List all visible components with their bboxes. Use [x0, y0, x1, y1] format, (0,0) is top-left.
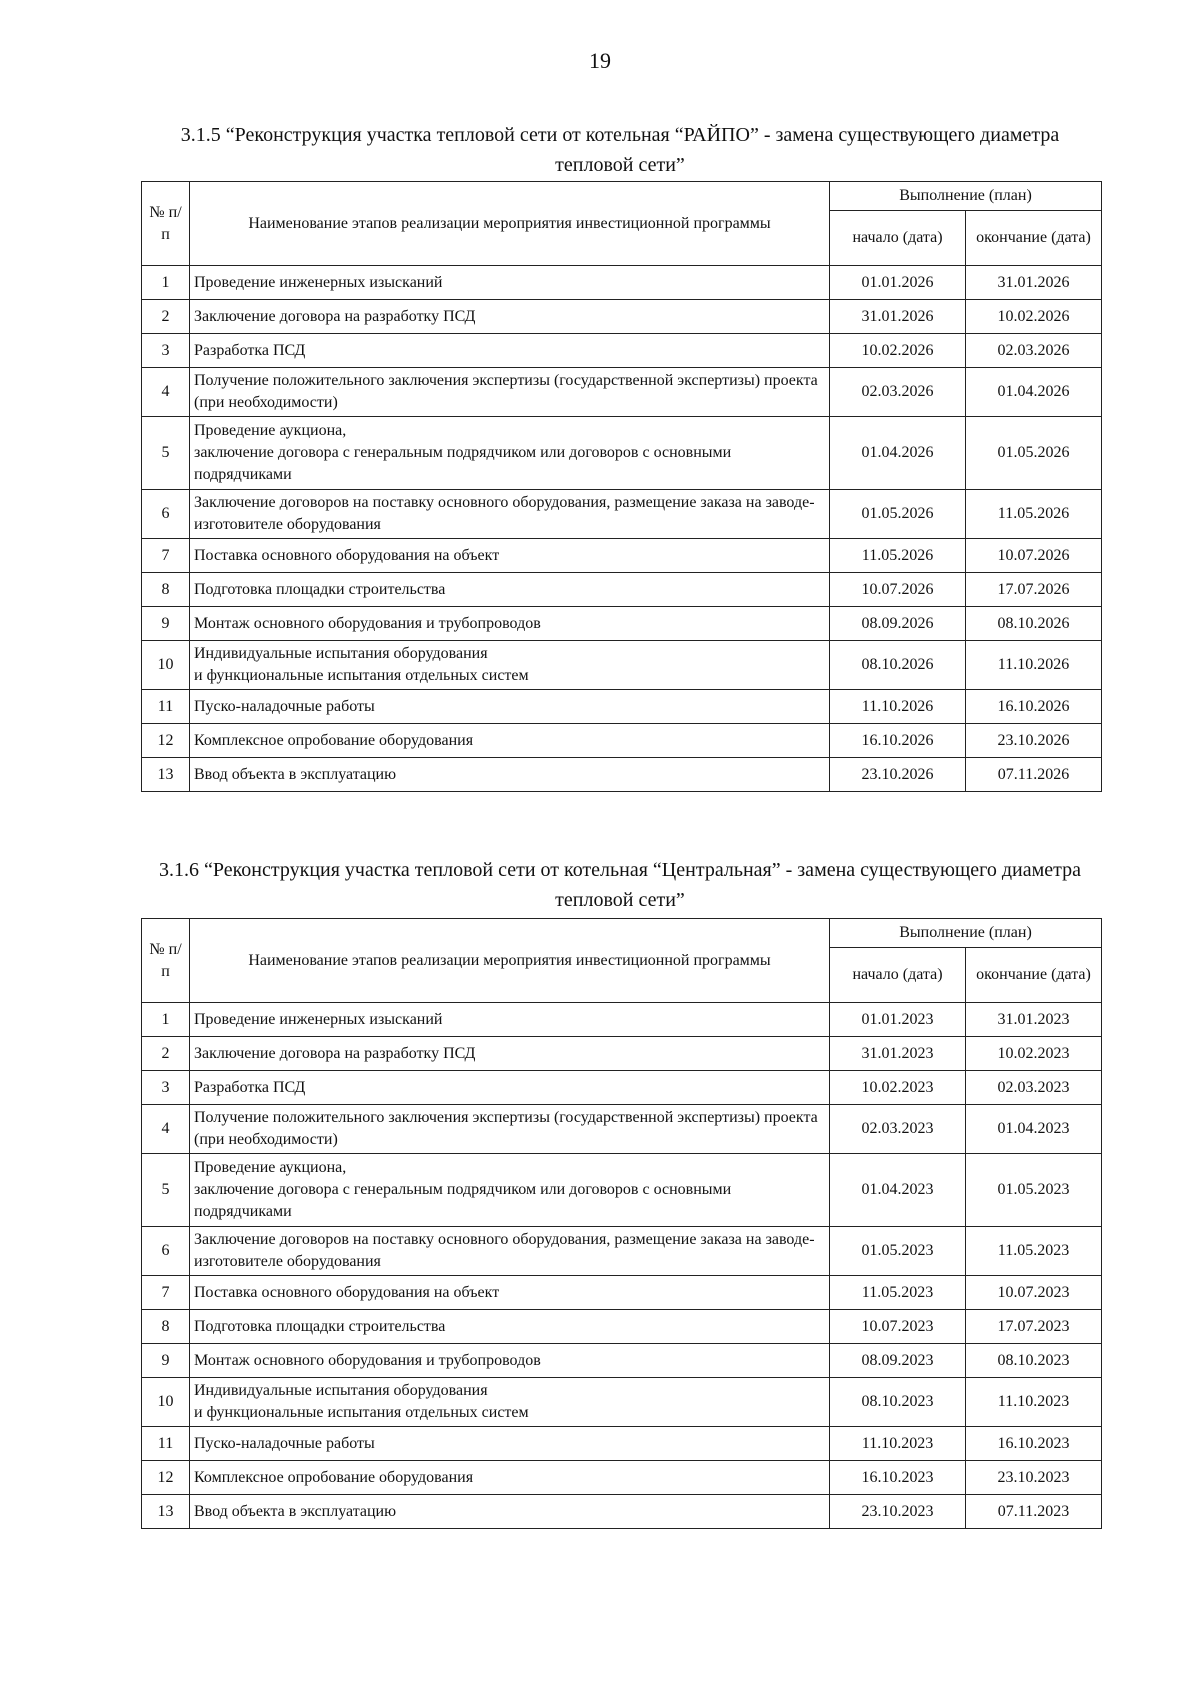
row-number: 12 [142, 724, 190, 758]
table-row [142, 300, 1102, 334]
start-date: 01.04.2023 [830, 1154, 966, 1227]
schedule-table-3-1-6 [141, 918, 1102, 1529]
header-execution-plan: Выполнение (план) [830, 182, 1102, 211]
end-date: 16.10.2026 [966, 690, 1102, 724]
start-date: 08.10.2023 [830, 1378, 966, 1427]
stage-name: Индивидуальные испытания оборудования и функциональные испытания отдельных систем [190, 1378, 830, 1427]
row-number: 13 [142, 1495, 190, 1529]
start-date: 16.10.2023 [830, 1461, 966, 1495]
table-row [142, 573, 1102, 607]
table-row [142, 758, 1102, 792]
row-number: 1 [142, 1003, 190, 1037]
table-row [142, 1154, 1102, 1227]
table-row [142, 1495, 1102, 1529]
end-date: 07.11.2023 [966, 1495, 1102, 1529]
row-number: 4 [142, 1105, 190, 1154]
end-date: 11.10.2026 [966, 641, 1102, 690]
section-title-3-1-6: 3.1.6 “Реконструкция участка тепловой сети от котельная “Центральная” - замена существующего диаметра тепловой сети” [158, 859, 1082, 911]
table-row [142, 1276, 1102, 1310]
table-row [142, 1003, 1102, 1037]
stage-name: Подготовка площадки строительства [190, 1310, 830, 1344]
row-number: 2 [142, 300, 190, 334]
header-execution-plan: Выполнение (план) [830, 919, 1102, 948]
row-number: 11 [142, 690, 190, 724]
start-date: 01.01.2026 [830, 266, 966, 300]
start-date: 10.02.2026 [830, 334, 966, 368]
row-number: 11 [142, 1427, 190, 1461]
end-date: 10.07.2026 [966, 539, 1102, 573]
stage-name: Получение положительного заключения экспертизы (государственной экспертизы) проекта (при необходимости) [190, 368, 830, 417]
stage-name: Заключение договоров на поставку основного оборудования, размещение заказа на заводе-изготовителе оборудования [190, 490, 830, 539]
stage-name: Ввод объекта в эксплуатацию [190, 1495, 830, 1529]
start-date: 01.05.2023 [830, 1227, 966, 1276]
start-date: 10.07.2023 [830, 1310, 966, 1344]
table-row [142, 1037, 1102, 1071]
table-row [142, 1105, 1102, 1154]
end-date: 23.10.2026 [966, 724, 1102, 758]
row-number: 6 [142, 490, 190, 539]
stage-name: Комплексное опробование оборудования [190, 1461, 830, 1495]
schedule-table-3-1-5 [141, 181, 1102, 792]
start-date: 16.10.2026 [830, 724, 966, 758]
table-row [142, 607, 1102, 641]
header-stage-name: Наименование этапов реализации мероприятия инвестиционной программы [190, 919, 830, 1003]
table-row [142, 266, 1102, 300]
stage-name: Заключение договора на разработку ПСД [190, 1037, 830, 1071]
start-date: 02.03.2023 [830, 1105, 966, 1154]
start-date: 11.10.2023 [830, 1427, 966, 1461]
row-number: 13 [142, 758, 190, 792]
stage-name: Проведение аукциона, заключение договора с генеральным подрядчиком или договоров с основными подрядчиками [190, 417, 830, 490]
end-date: 11.10.2023 [966, 1378, 1102, 1427]
row-number: 7 [142, 539, 190, 573]
table-row [142, 641, 1102, 690]
stage-name: Монтаж основного оборудования и трубопроводов [190, 607, 830, 641]
stage-name: Проведение инженерных изысканий [190, 266, 830, 300]
stage-name: Монтаж основного оборудования и трубопроводов [190, 1344, 830, 1378]
header-number: № п/п [142, 182, 190, 266]
stage-name: Комплексное опробование оборудования [190, 724, 830, 758]
header-start-date: начало (дата) [830, 211, 966, 266]
end-date: 11.05.2023 [966, 1227, 1102, 1276]
stage-name: Ввод объекта в эксплуатацию [190, 758, 830, 792]
start-date: 08.09.2026 [830, 607, 966, 641]
start-date: 10.07.2026 [830, 573, 966, 607]
end-date: 17.07.2023 [966, 1310, 1102, 1344]
stage-name: Подготовка площадки строительства [190, 573, 830, 607]
start-date: 01.01.2023 [830, 1003, 966, 1037]
table-row [142, 1427, 1102, 1461]
row-number: 3 [142, 334, 190, 368]
table-row [142, 1378, 1102, 1427]
start-date: 31.01.2023 [830, 1037, 966, 1071]
section-title-3-1-5: 3.1.5 “Реконструкция участка тепловой сети от котельная “РАЙПО” - замена существующего диаметра тепловой сети” [180, 124, 1060, 176]
row-number: 5 [142, 417, 190, 490]
end-date: 08.10.2023 [966, 1344, 1102, 1378]
row-number: 4 [142, 368, 190, 417]
end-date: 11.05.2026 [966, 490, 1102, 539]
row-number: 10 [142, 641, 190, 690]
row-number: 1 [142, 266, 190, 300]
row-number: 7 [142, 1276, 190, 1310]
end-date: 07.11.2026 [966, 758, 1102, 792]
header-end-date: окончание (дата) [966, 211, 1102, 266]
start-date: 23.10.2026 [830, 758, 966, 792]
start-date: 23.10.2023 [830, 1495, 966, 1529]
start-date: 11.05.2023 [830, 1276, 966, 1310]
table-row [142, 1461, 1102, 1495]
table-row [142, 724, 1102, 758]
end-date: 01.04.2026 [966, 368, 1102, 417]
start-date: 01.05.2026 [830, 490, 966, 539]
table-row [142, 1071, 1102, 1105]
stage-name: Получение положительного заключения экспертизы (государственной экспертизы) проекта (при необходимости) [190, 1105, 830, 1154]
table-row [142, 417, 1102, 490]
start-date: 08.09.2023 [830, 1344, 966, 1378]
end-date: 10.02.2026 [966, 300, 1102, 334]
start-date: 11.05.2026 [830, 539, 966, 573]
end-date: 10.02.2023 [966, 1037, 1102, 1071]
stage-name: Индивидуальные испытания оборудования и функциональные испытания отдельных систем [190, 641, 830, 690]
start-date: 01.04.2026 [830, 417, 966, 490]
table-row [142, 539, 1102, 573]
start-date: 11.10.2026 [830, 690, 966, 724]
stage-name: Пуско-наладочные работы [190, 1427, 830, 1461]
table-row [142, 690, 1102, 724]
stage-name: Разработка ПСД [190, 334, 830, 368]
start-date: 10.02.2023 [830, 1071, 966, 1105]
table-row [142, 368, 1102, 417]
row-number: 9 [142, 1344, 190, 1378]
stage-name: Поставка основного оборудования на объект [190, 1276, 830, 1310]
page-number: 19 [589, 48, 611, 73]
end-date: 01.05.2023 [966, 1154, 1102, 1227]
table-row [142, 1227, 1102, 1276]
end-date: 01.04.2023 [966, 1105, 1102, 1154]
header-end-date: окончание (дата) [966, 948, 1102, 1003]
stage-name: Проведение аукциона, заключение договора с генеральным подрядчиком или договоров с основными подрядчиками [190, 1154, 830, 1227]
row-number: 3 [142, 1071, 190, 1105]
end-date: 02.03.2026 [966, 334, 1102, 368]
end-date: 31.01.2023 [966, 1003, 1102, 1037]
end-date: 16.10.2023 [966, 1427, 1102, 1461]
end-date: 10.07.2023 [966, 1276, 1102, 1310]
end-date: 08.10.2026 [966, 607, 1102, 641]
row-number: 6 [142, 1227, 190, 1276]
end-date: 02.03.2023 [966, 1071, 1102, 1105]
header-number: № п/п [142, 919, 190, 1003]
start-date: 31.01.2026 [830, 300, 966, 334]
stage-name: Заключение договора на разработку ПСД [190, 300, 830, 334]
stage-name: Заключение договоров на поставку основного оборудования, размещение заказа на заводе-изготовителе оборудования [190, 1227, 830, 1276]
header-stage-name: Наименование этапов реализации мероприятия инвестиционной программы [190, 182, 830, 266]
end-date: 01.05.2026 [966, 417, 1102, 490]
start-date: 08.10.2026 [830, 641, 966, 690]
row-number: 2 [142, 1037, 190, 1071]
row-number: 5 [142, 1154, 190, 1227]
row-number: 12 [142, 1461, 190, 1495]
row-number: 8 [142, 1310, 190, 1344]
stage-name: Проведение инженерных изысканий [190, 1003, 830, 1037]
end-date: 31.01.2026 [966, 266, 1102, 300]
table-row [142, 1310, 1102, 1344]
row-number: 10 [142, 1378, 190, 1427]
table-row [142, 490, 1102, 539]
row-number: 9 [142, 607, 190, 641]
table-row [142, 1344, 1102, 1378]
start-date: 02.03.2026 [830, 368, 966, 417]
end-date: 23.10.2023 [966, 1461, 1102, 1495]
stage-name: Разработка ПСД [190, 1071, 830, 1105]
stage-name: Поставка основного оборудования на объект [190, 539, 830, 573]
end-date: 17.07.2026 [966, 573, 1102, 607]
stage-name: Пуско-наладочные работы [190, 690, 830, 724]
header-start-date: начало (дата) [830, 948, 966, 1003]
row-number: 8 [142, 573, 190, 607]
table-row [142, 334, 1102, 368]
